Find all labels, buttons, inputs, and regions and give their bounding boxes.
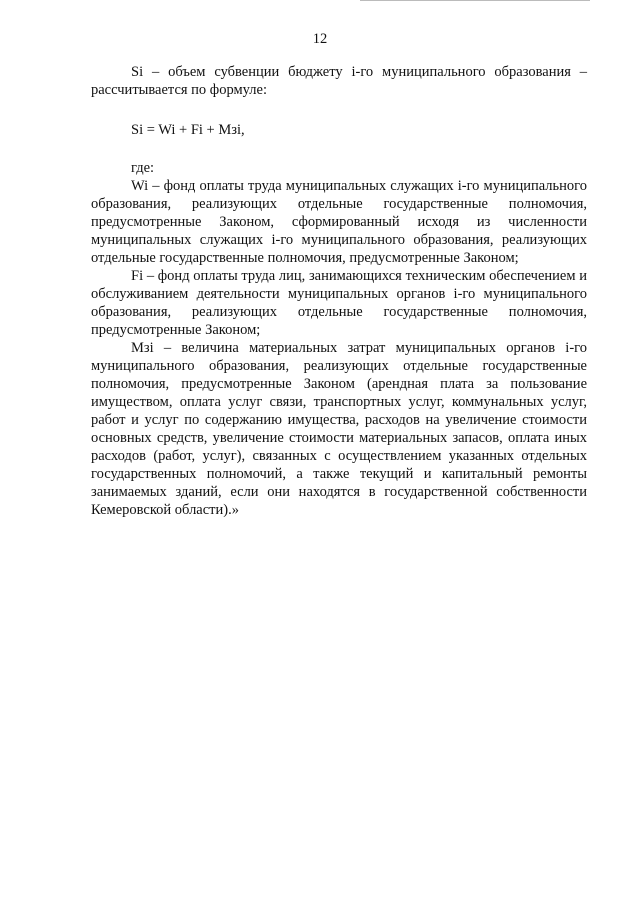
- definition-fi: Fi – фонд оплаты труда лиц, занимающихся техническим обеспечением и обслуживанием деятельности муниципальных органов i-го муниципального образования, реализующих отдельные государственные полномочия, предусмотренные Законом;: [91, 268, 587, 338]
- definition-mzi: Мзi – величина материальных затрат муниципальных органов i-го муниципального образования, реализующих отдельные государственные полномочия, предусмотренные Законом (арендная плата за пользование имуществом, оплата услуг связи, транспортных услуг, коммунальных услуг, работ и услуг по содержанию имущества, расходов на увеличение стоимости основных средств, увеличение стоимости материальных запасов, оплата иных расходов (работ, услуг), связанных с осуществлением указанных отдельных государственных полномочий, а также текущий и капитальный ремонты занимаемых зданий, если они находятся в государственной собственности Кемеровской области).»: [91, 340, 587, 518]
- intro-paragraph: Si – объем субвенции бюджету i-го муниципального образования – рассчитывается по формуле:: [91, 64, 587, 98]
- definition-wi: Wi – фонд оплаты труда муниципальных служащих i-го муниципального образования, реализующих отдельные государственные полномочия, предусмотренные Законом, сформированный исходя из численности муниципальных служащих i-го муниципального образования, реализующих отдельные государственные полномочия, предусмотренные Законом;: [91, 178, 587, 266]
- where-label: где:: [131, 160, 155, 176]
- document-body: [91, 63, 587, 519]
- scan-top-rule: [360, 0, 590, 1]
- page-number: 12: [312, 31, 328, 47]
- formula: Si = Wi + Fi + Мзi,: [131, 122, 245, 138]
